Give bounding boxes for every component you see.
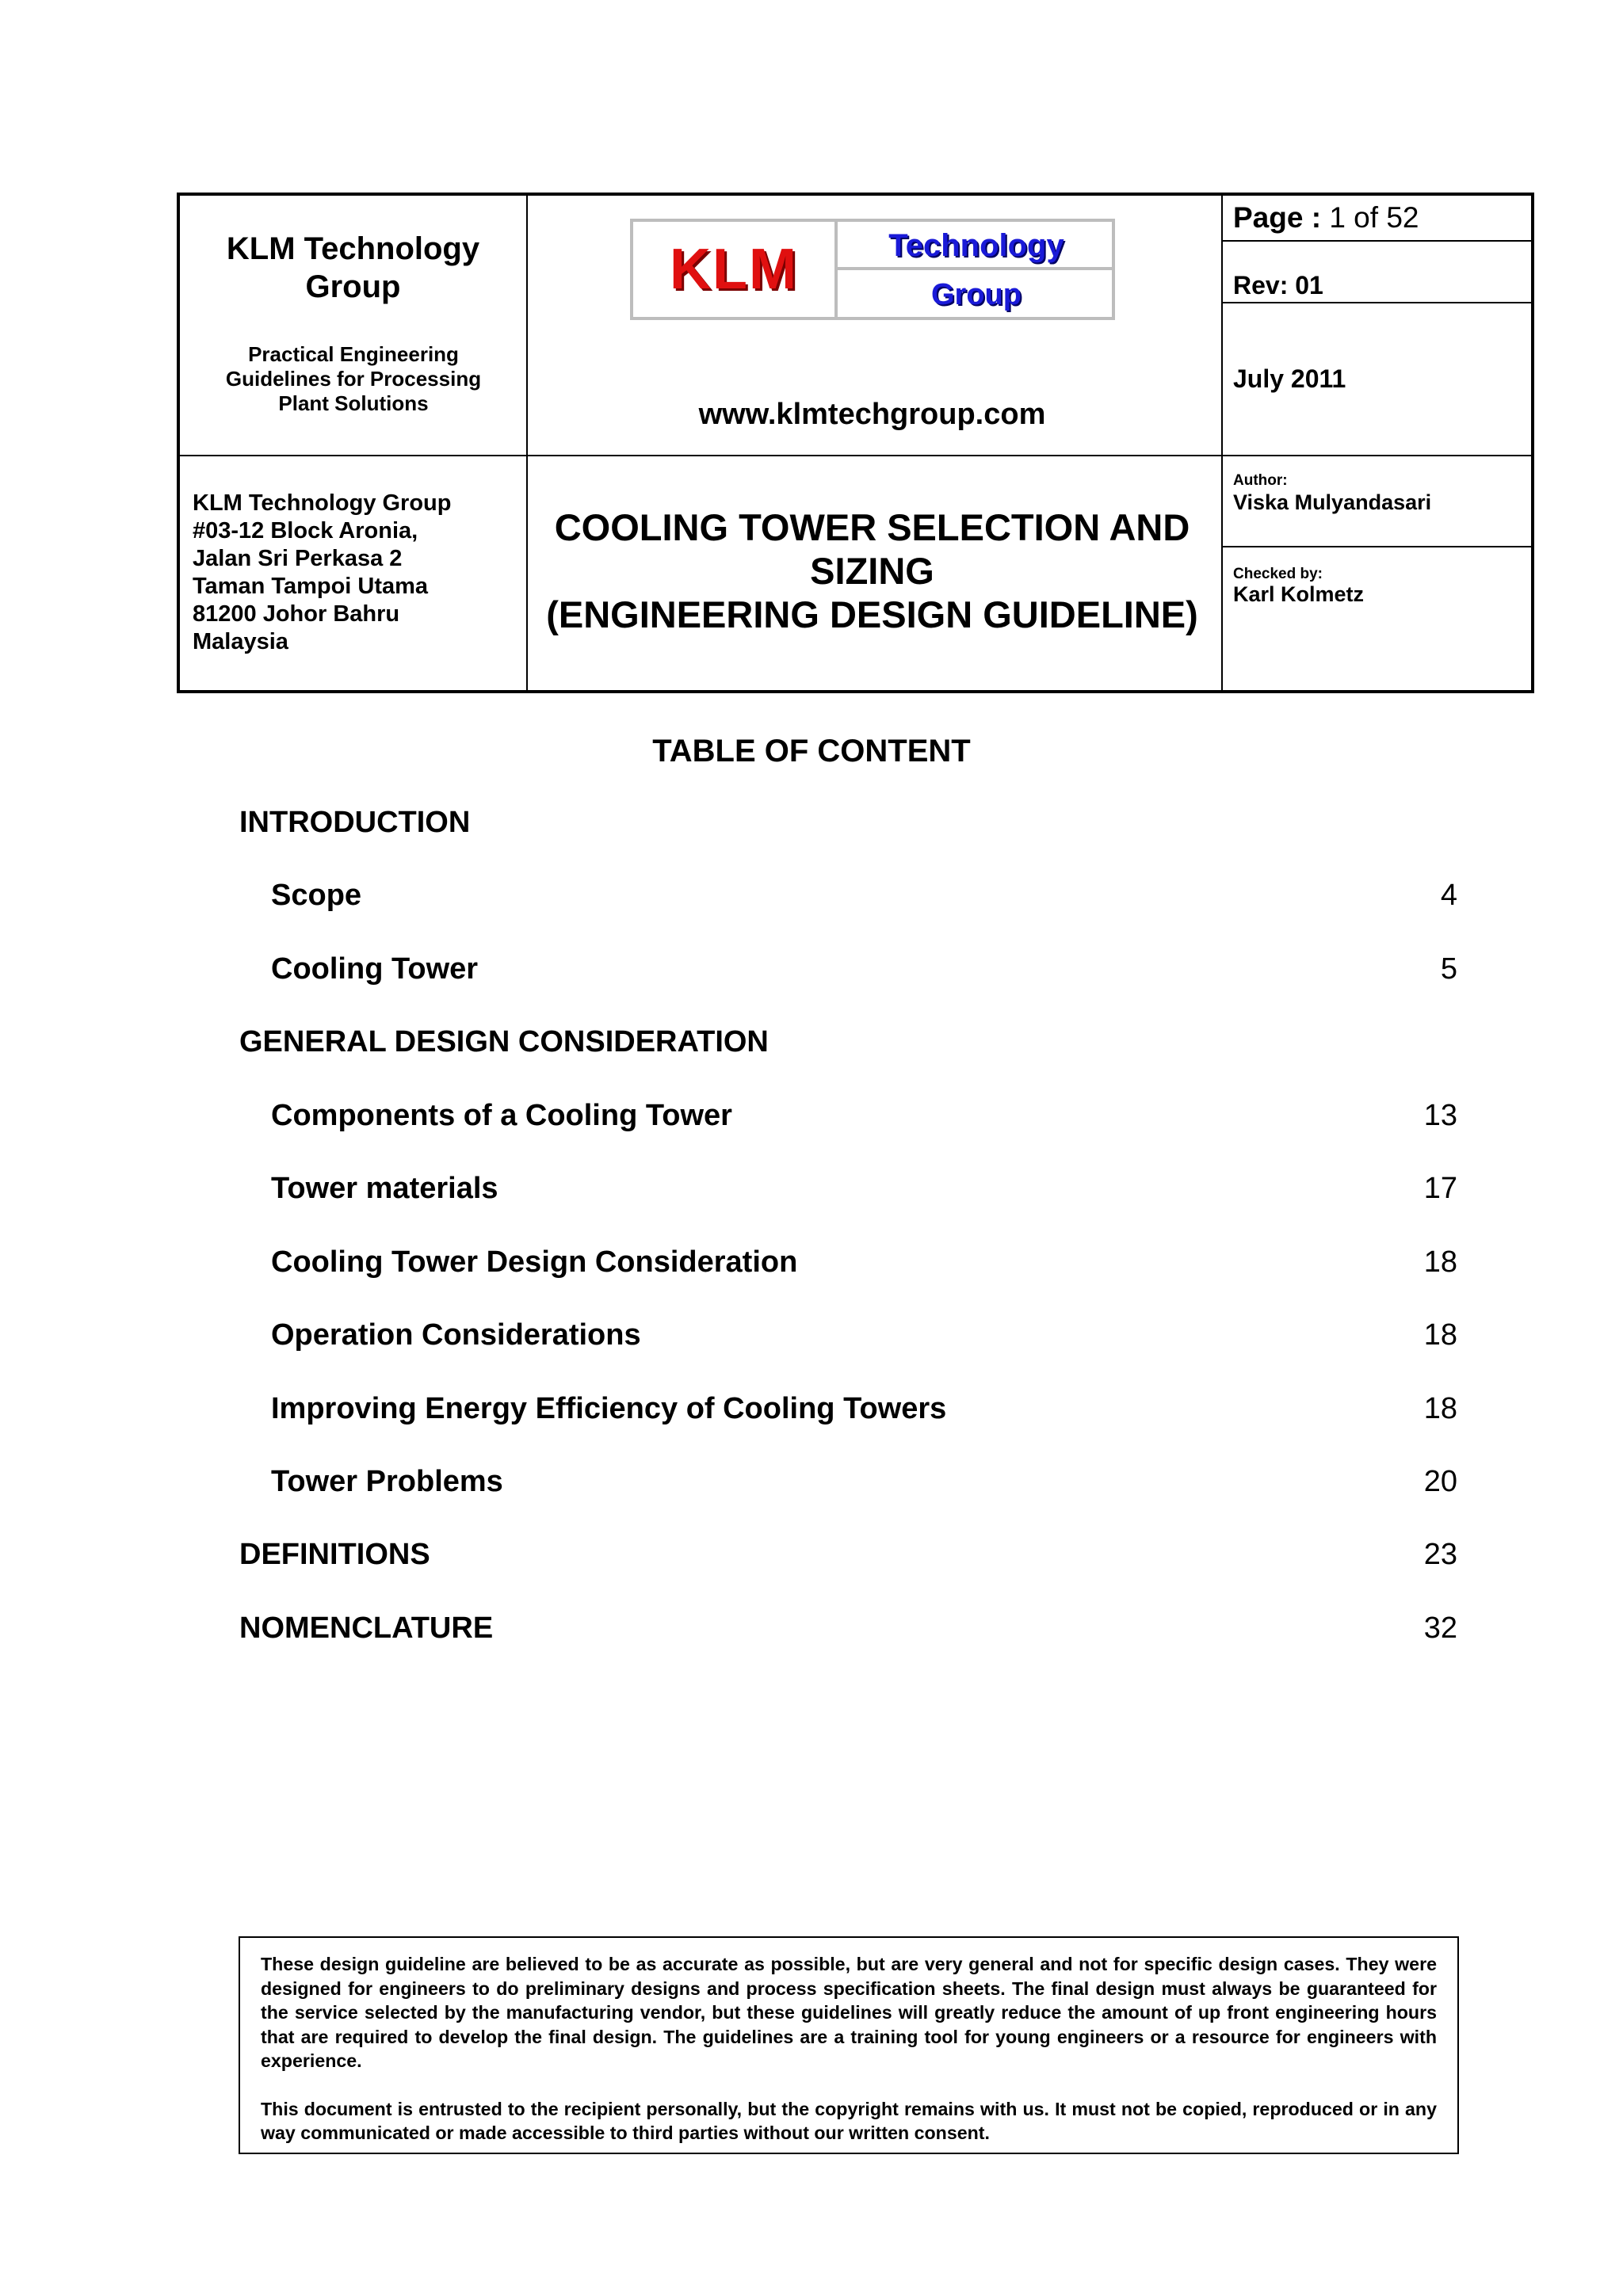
toc-entry-page: 5 <box>1440 952 1457 986</box>
address-line: 81200 Johor Bahru <box>193 601 400 627</box>
toc-entry-label: GENERAL DESIGN CONSIDERATION <box>239 1025 769 1058</box>
company-tagline: Practical Engineering Guidelines for Processing Plant Solutions <box>225 342 482 415</box>
toc-entry-label: NOMENCLATURE <box>239 1611 494 1645</box>
toc-list <box>239 802 1457 1673</box>
address-line: Taman Tampoi Utama <box>193 574 429 599</box>
website-link[interactable]: www.klmtechgroup.com <box>698 398 1046 431</box>
toc-entry-definitions[interactable] <box>239 1534 1457 1575</box>
toc-entry-nomenclature[interactable] <box>239 1608 1457 1649</box>
author-name: Viska Mulyandasari <box>1233 490 1432 514</box>
toc-entry-scope[interactable] <box>239 875 1457 916</box>
toc-entry-label: Cooling Tower Design Consideration <box>271 1245 798 1279</box>
revision: Rev: 01 <box>1233 271 1323 299</box>
toc-entry-components[interactable] <box>239 1095 1457 1136</box>
toc-entry-page: 18 <box>1423 1245 1457 1279</box>
toc-entry-label: Operation Considerations <box>271 1318 641 1352</box>
toc-entry-energy-efficiency[interactable] <box>239 1388 1457 1429</box>
document-title <box>526 505 1218 636</box>
logo-klm-text: KLM <box>670 238 798 301</box>
page-indicator <box>1233 200 1419 236</box>
toc-entry-label: Scope <box>271 879 362 912</box>
toc-entry-page: 13 <box>1423 1099 1457 1132</box>
header-row-divider <box>180 455 1531 456</box>
header-divider-right <box>1221 196 1223 690</box>
disclaimer-paragraph: These design guideline are believed to be as accurate as possible, but are very general and not for specific design cases. They were designed for engineers to do preliminary designs and process specification sheets. The final design must always be guaranteed for the service selected by the manufacturing vendor, but these guidelines will greatly reduce the amount of up front engineering hours that are required to develop the final design. The guidelines are a training tool for young engineers or a resource for engineers with experience. <box>261 1954 1437 2071</box>
company-address <box>193 490 525 656</box>
document-title-line: SIZING <box>810 550 934 592</box>
toc-entry-tower-materials[interactable] <box>239 1168 1457 1209</box>
author-checked-divider <box>1221 546 1531 547</box>
toc-entry-cooling-tower[interactable] <box>239 948 1457 990</box>
toc-entry-page: 20 <box>1423 1465 1457 1498</box>
toc-entry-label: DEFINITIONS <box>239 1538 430 1571</box>
toc-title: TABLE OF CONTENT <box>652 734 971 769</box>
checked-by-label: Checked by: <box>1233 566 1323 582</box>
address-line: Jalan Sri Perkasa 2 <box>193 546 403 571</box>
copyright-paragraph: This document is entrusted to the recipient personally, but the copyright remains with us. It must not be copied, reproduced or in any way communicated or made accessible to third parties without our written consent. <box>261 2098 1437 2143</box>
address-line: Malaysia <box>193 629 288 654</box>
author-label: Author: <box>1233 472 1288 489</box>
document-title-line: COOLING TOWER SELECTION AND <box>554 506 1190 548</box>
toc-entry-label: Tower materials <box>271 1172 498 1205</box>
issue-date: July 2011 <box>1233 364 1346 393</box>
address-line: KLM Technology Group <box>193 490 452 516</box>
rev-date-divider <box>1221 302 1531 303</box>
toc-entry-general-design-consideration[interactable] <box>239 1021 1457 1062</box>
page-label: Page : <box>1233 201 1322 234</box>
toc-entry-page: 32 <box>1423 1611 1457 1645</box>
toc-entry-label: Tower Problems <box>271 1465 503 1498</box>
company-name: KLM Technology Group <box>226 231 480 304</box>
logo-divider-horizontal <box>834 267 1115 270</box>
toc-entry-label: INTRODUCTION <box>239 806 471 839</box>
toc-entry-operation-considerations[interactable] <box>239 1314 1457 1356</box>
page-value: 1 of 52 <box>1329 201 1419 234</box>
toc-entry-label: Components of a Cooling Tower <box>271 1099 732 1132</box>
logo-group-text: Group <box>931 278 1022 311</box>
address-line: #03-12 Block Aronia, <box>193 518 418 543</box>
toc-entry-label: Cooling Tower <box>271 952 479 986</box>
disclaimer-box <box>239 1936 1459 2154</box>
page-rev-divider <box>1221 240 1531 242</box>
document-title-line: (ENGINEERING DESIGN GUIDELINE) <box>546 593 1198 635</box>
logo-technology-text: Technology <box>888 228 1064 263</box>
toc-entry-page: 18 <box>1423 1318 1457 1352</box>
toc-entry-label: Improving Energy Efficiency of Cooling Towers <box>271 1392 947 1425</box>
toc-entry-introduction[interactable] <box>239 802 1457 843</box>
toc-entry-page: 4 <box>1440 879 1457 912</box>
toc-entry-tower-problems[interactable] <box>239 1461 1457 1502</box>
checked-by-name: Karl Kolmetz <box>1233 582 1365 606</box>
toc-entry-page: 17 <box>1423 1172 1457 1205</box>
toc-entry-design-consideration[interactable] <box>239 1241 1457 1283</box>
toc-entry-page: 18 <box>1423 1392 1457 1425</box>
toc-entry-page: 23 <box>1423 1538 1457 1571</box>
